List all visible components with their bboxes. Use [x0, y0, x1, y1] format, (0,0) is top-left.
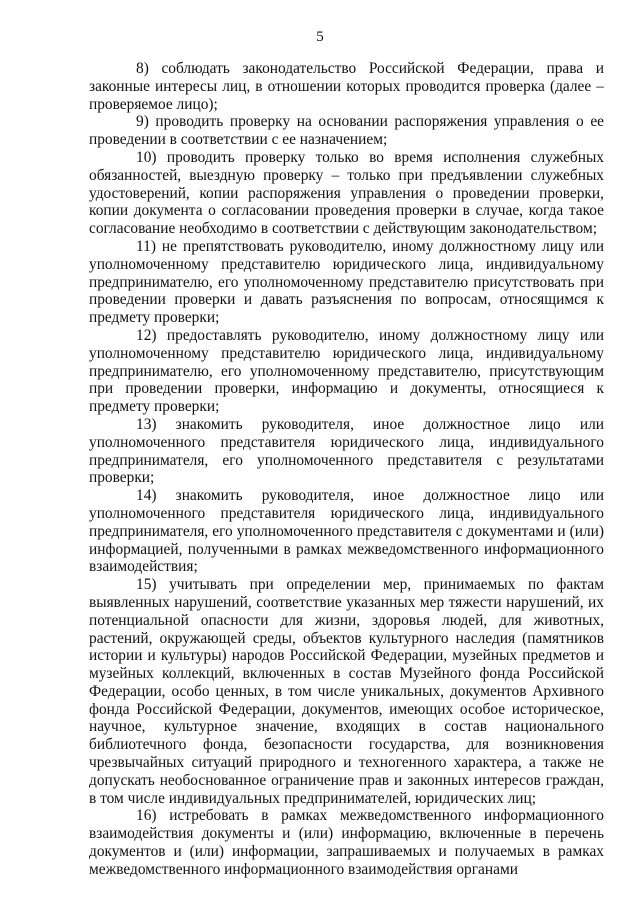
list-item-8: 8) соблюдать законодательство Российской Федерации, права и законные интересы лиц, в отношении которых проводится проверка (далее – проверяемое лицо);	[89, 60, 604, 113]
list-item-13: 13) знакомить руководителя, иное должностное лицо или уполномоченного представителя юридического лица, индивидуального предпринимателя, его уполномоченного представителя с результатами проверки;	[89, 415, 604, 487]
list-item-9: 9) проводить проверку на основании распоряжения управления о ее проведении в соответствии с ее назначением;	[89, 113, 604, 149]
list-item-12: 12) предоставлять руководителю, иному должностному лицу или уполномоченному представителю юридического лица, индивидуальному предпринимателю, его уполномоченному представителю, присутствующим при проведении проверки, информацию и документы, относящиеся к предмету проверки;	[89, 326, 604, 416]
list-item-10: 10) проводить проверку только во время исполнения служебных обязанностей, выездную проверку – только при предъявлении служебных удостоверений, копии распоряжения управления о проведении проверки, копии документа о согласовании проведения проверки в случае, когда такое согласование необходимо в соответствии с действующим законодательством;	[89, 148, 604, 238]
list-item-14: 14) знакомить руководителя, иное должностное лицо или уполномоченного представителя юридического лица, индивидуального предпринимателя, его уполномоченного представителя с документами и (или) информацией, полученными в рамках межведомственного информационного взаимодействия;	[89, 487, 604, 576]
document-body	[89, 60, 604, 879]
list-item-15: 15) учитывать при определении мер, принимаемых по фактам выявленных нарушений, соответствие указанных мер тяжести нарушений, их потенциальной опасности для жизни, здоровья людей, для животных, растений, окружающей среды, объектов культурного наследия (памятников истории и культуры) народов Российской Федерации, музейных предметов и музейных коллекций, включенных в состав Музейного фонда Российской Федерации, особо ценных, в том числе уникальных, документов Архивного фонда Российской Федерации, документов, имеющих особое историческое, научное, культурное значение, входящих в состав национального библиотечного фонда, безопасности государства, для возникновения чрезвычайных ситуаций природного и техногенного характера, а также не допускать необоснованное ограничение прав и законных интересов граждан, в том числе индивидуальных предпринимателей, юридических лиц;	[89, 576, 604, 807]
list-item-16: 16) истребовать в рамках межведомственного информационного взаимодействия документы и (или) информацию, включенные в перечень документов и (или) информации, запрашиваемых и получаемых в рамках межведомственного информационного взаимодействия органами	[89, 807, 604, 878]
page-number: 5	[316, 29, 324, 45]
list-item-11: 11) не препятствовать руководителю, иному должностному лицу или уполномоченному представителю юридического лица, индивидуальному предпринимателю, его уполномоченному представителю присутствовать при проведении проверки и давать разъяснения по вопросам, относящимся к предмету проверки;	[89, 237, 604, 327]
